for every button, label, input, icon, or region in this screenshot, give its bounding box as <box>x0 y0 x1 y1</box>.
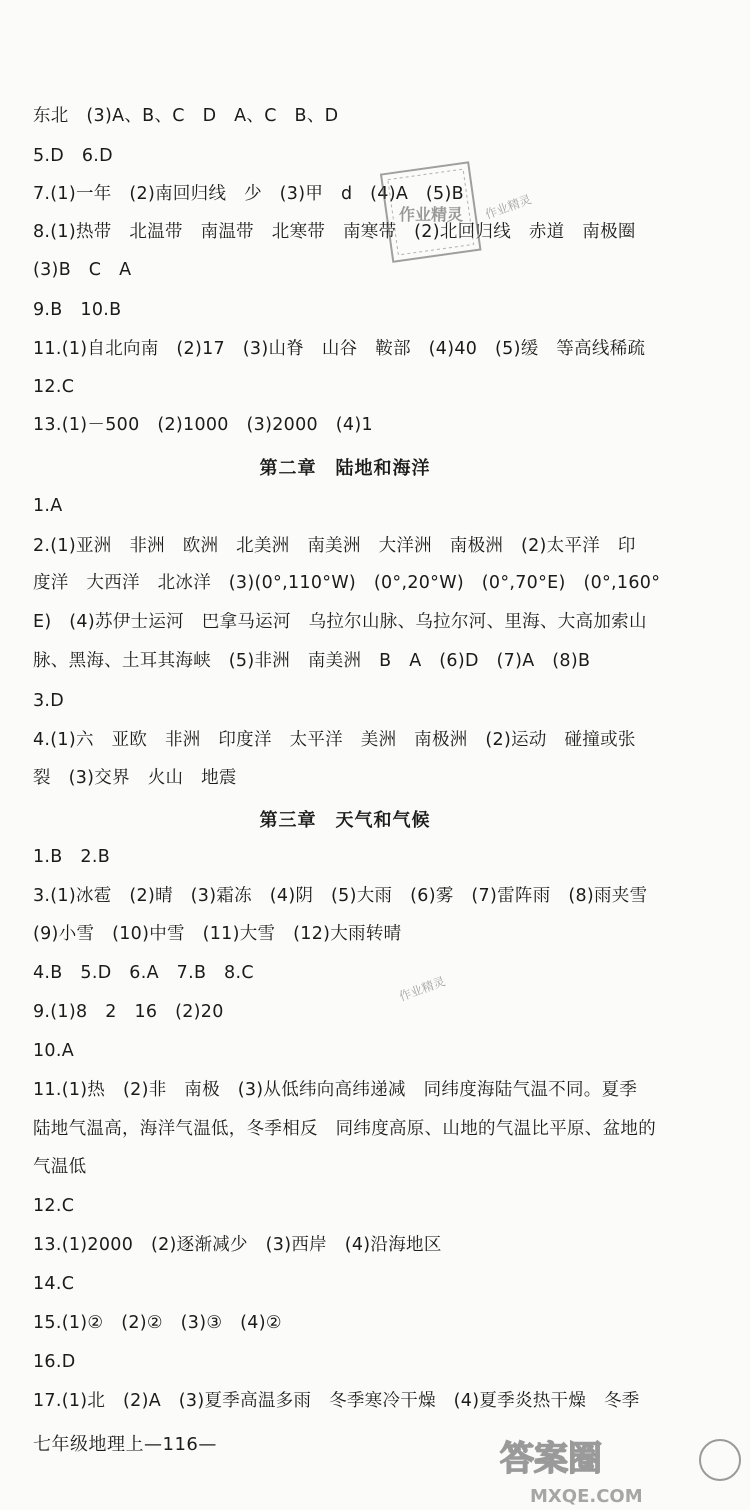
answer-line: 16.D <box>33 1352 76 1372</box>
logo-watermark <box>410 1430 750 1510</box>
answer-line: 陆地气温高，海洋气温低，冬季相反 同纬度高原、山地的气温比平原、盆地的 <box>33 1119 656 1139</box>
chapter-heading: 第二章 陆地和海洋 <box>259 458 431 479</box>
watermark-text: 作业精灵 <box>483 192 534 222</box>
answer-line: 9.(1)8 2 16 (2)20 <box>33 1002 224 1022</box>
answer-line: 10.A <box>33 1041 75 1061</box>
answer-line: 1.A <box>33 496 63 516</box>
answer-line: 14.C <box>33 1274 75 1294</box>
answer-line: 4.B 5.D 6.A 7.B 8.C <box>33 963 254 983</box>
answer-line: 度洋 大西洋 北冰洋 (3)(0°,110°W) (0°,20°W) (0°,70°E) (0°,160° <box>33 573 661 593</box>
answer-line: 2.(1)亚洲 非洲 欧洲 北美洲 南美洲 大洋洲 南极洲 (2)太平洋 印 <box>33 536 636 556</box>
answer-line: 7.(1)一年 (2)南回归线 少 (3)甲 d (4)A (5)B <box>33 184 464 204</box>
answer-line: 11.(1)热 (2)非 南极 (3)从低纬向高纬递减 同纬度海陆气温不同。夏季 <box>33 1080 638 1100</box>
answer-line: 8.(1)热带 北温带 南温带 北寒带 南寒带 (2)北回归线 赤道 南极圈 <box>33 222 636 242</box>
answer-line: E) (4)苏伊士运河 巴拿马运河 乌拉尔山脉、乌拉尔河、里海、大高加索山 <box>33 612 647 632</box>
answer-line: 17.(1)北 (2)A (3)夏季高温多雨 冬季寒冷干燥 (4)夏季炎热干燥 冬季 <box>33 1391 640 1411</box>
answer-line: 裂 (3)交界 火山 地震 <box>33 768 237 788</box>
answer-line: 12.C <box>33 1196 75 1216</box>
answer-line: 5.D 6.D <box>33 146 113 166</box>
answer-line: 11.(1)自北向南 (2)17 (3)山脊 山谷 鞍部 (4)40 (5)缓 等高线稀疏 <box>33 339 646 359</box>
answer-line: 15.(1)② (2)② (3)③ (4)② <box>33 1313 282 1333</box>
answer-line: 3.D <box>33 691 65 711</box>
answer-line: 12.C <box>33 377 75 397</box>
answer-line: 东北 (3)A、B、C D A、C B、D <box>33 106 339 126</box>
answer-line: 1.B 2.B <box>33 847 111 867</box>
answer-line: 4.(1)六 亚欧 非洲 印度洋 太平洋 美洲 南极洲 (2)运动 碰撞或张 <box>33 730 636 750</box>
logo-text: 答案圈 <box>500 1439 602 1479</box>
watermark-stamp <box>377 160 485 268</box>
answer-line: (9)小雪 (10)中雪 (11)大雪 (12)大雨转晴 <box>33 924 402 944</box>
stamp-text: 作业精灵 <box>398 205 464 224</box>
answer-line: 脉、黑海、土耳其海峡 (5)非洲 南美洲 B A (6)D (7)A (8)B <box>33 651 591 671</box>
chapter-heading: 第三章 天气和气候 <box>259 810 431 831</box>
logo-url: MXQE.COM <box>530 1486 643 1507</box>
watermark-text: 作业精灵 <box>397 974 448 1004</box>
answer-line: 气温低 <box>33 1157 87 1177</box>
answer-line: 13.(1)2000 (2)逐渐减少 (3)西岸 (4)沿海地区 <box>33 1235 442 1255</box>
answer-line: 9.B 10.B <box>33 300 122 320</box>
answer-line: 13.(1)－500 (2)1000 (3)2000 (4)1 <box>33 415 373 435</box>
answer-line: 3.(1)冰雹 (2)晴 (3)霜冻 (4)阴 (5)大雨 (6)雾 (7)雷阵雨 (8)雨夹雪 <box>33 886 648 906</box>
page-footer: 七年级地理上—116— <box>33 1434 217 1455</box>
answer-line: (3)B C A <box>33 260 132 280</box>
